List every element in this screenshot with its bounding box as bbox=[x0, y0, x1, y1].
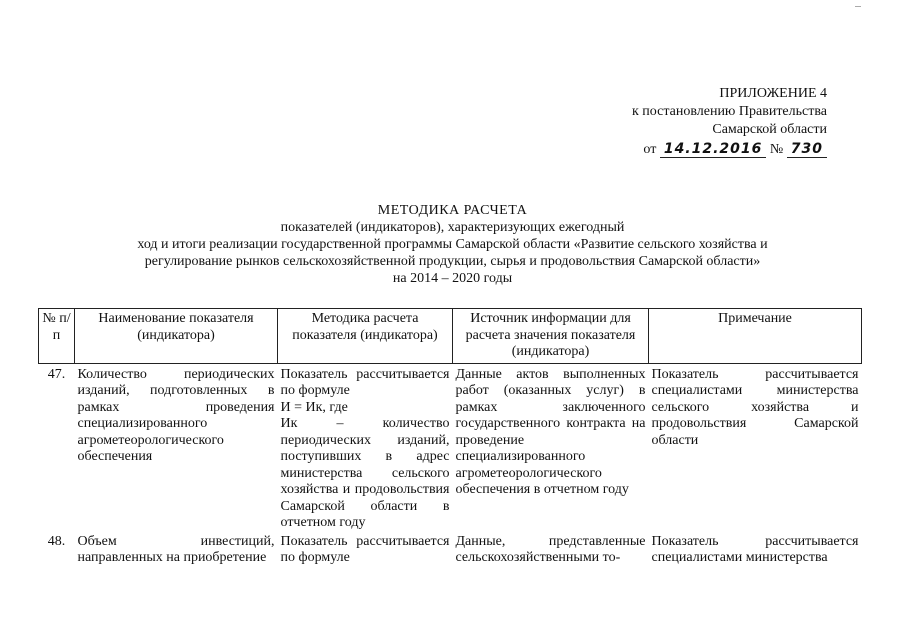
row-source: Данные актов выполненных работ (оказанных услуг) в рамках заключенного государственного контракта на проведение специализированного агрометеорологического обеспечения в отчетном году bbox=[455, 366, 646, 497]
appendix-line-2: Самарской области bbox=[712, 122, 827, 137]
heading-line-3: регулирование рынков сельскохозяйственной продукции, сырья и продовольствия Самарской области» bbox=[144, 254, 761, 269]
row-source: Данные, представленные сельскохозяйственными то- bbox=[455, 533, 646, 565]
table-row bbox=[39, 363, 862, 532]
indicator-table bbox=[38, 308, 862, 567]
document-heading bbox=[0, 202, 905, 287]
appendix-block bbox=[632, 85, 827, 159]
appendix-title: ПРИЛОЖЕНИЕ 4 bbox=[719, 86, 827, 101]
row-num: 47. bbox=[47, 366, 66, 382]
appendix-line-1: к постановлению Правительства bbox=[631, 104, 827, 119]
heading-line-2: ход и итоги реализации государственной программы Самарской области «Развитие сельского хозяйства и bbox=[137, 237, 768, 252]
header-source: Источник информации для расчета значения показателя (индикатора) bbox=[453, 309, 649, 364]
table-row bbox=[39, 532, 862, 567]
from-label: от bbox=[643, 142, 657, 157]
heading-title: МЕТОДИКА РАСЧЕТА bbox=[377, 203, 528, 218]
row-note: Показатель рассчитывается специалистами министерства сельского хозяйства и продовольствия Самарской области bbox=[651, 366, 859, 448]
header-name: Наименование показателя (индикатора) bbox=[75, 309, 278, 364]
method-formula-intro: Показатель рассчитывается по формуле bbox=[280, 366, 450, 398]
appendix-reference bbox=[632, 141, 827, 159]
method-definition: Ик – количество периодических изданий, поступивших в адрес министерства сельского хозяйства и продовольствия Самарской области в отчетном году bbox=[280, 416, 450, 530]
heading-line-4: на 2014 – 2020 годы bbox=[392, 271, 513, 286]
page-corner-mark bbox=[855, 6, 861, 7]
header-note: Примечание bbox=[649, 309, 862, 364]
heading-line-1: показателей (индикаторов), характеризующих ежегодный bbox=[280, 220, 625, 235]
handwritten-number: 730 bbox=[787, 141, 827, 158]
number-label: № bbox=[769, 142, 784, 157]
row-method bbox=[278, 363, 453, 532]
row-name: Количество периодических изданий, подготовленных в рамках проведения специализированного агрометеорологического обеспечения bbox=[77, 366, 275, 464]
header-num: № п/п bbox=[39, 309, 75, 364]
method-formula: И = Ик, где bbox=[280, 399, 348, 415]
row-num: 48. bbox=[47, 533, 66, 549]
handwritten-date: 14.12.2016 bbox=[660, 141, 767, 158]
table-header-row bbox=[39, 309, 862, 364]
row-name: Объем инвестиций, направленных на приобретение bbox=[77, 533, 275, 565]
header-method: Методика расчета показателя (индикатора) bbox=[278, 309, 453, 364]
row-method: Показатель рассчитывается по формуле bbox=[280, 533, 450, 565]
row-note: Показатель рассчитывается специалистами министерства bbox=[651, 533, 859, 565]
